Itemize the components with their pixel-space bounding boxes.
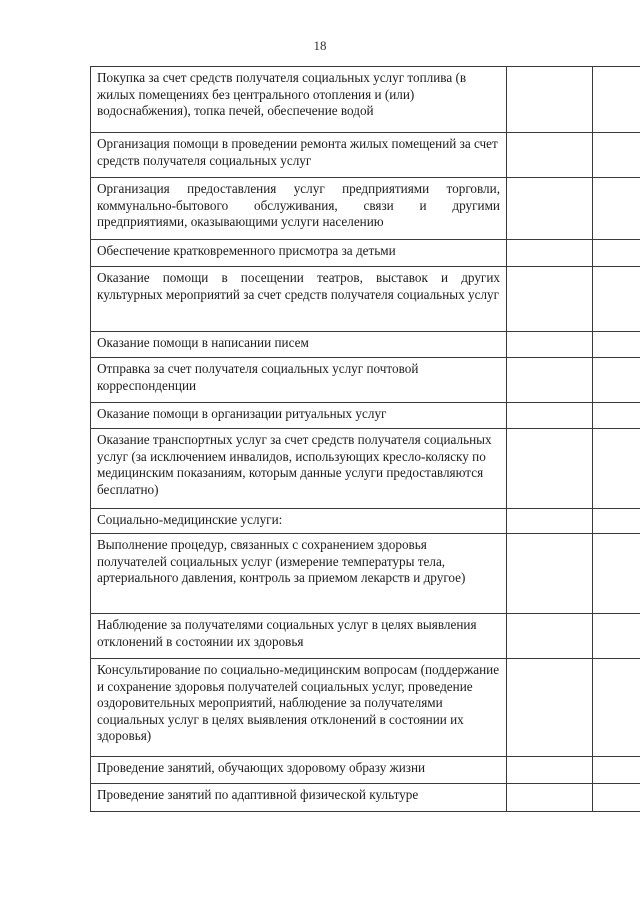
- table-row: [91, 403, 640, 429]
- value-cell-a: [507, 429, 593, 509]
- value-cell-a: [507, 403, 593, 429]
- value-cell-b: [593, 534, 640, 614]
- value-cell-b: [593, 429, 640, 509]
- value-cell-b: [593, 509, 640, 534]
- table-row: [91, 332, 640, 358]
- service-name-cell: Проведение занятий по адаптивной физической культуре: [91, 784, 507, 812]
- services-table: [90, 66, 640, 812]
- service-name-cell: Оказание помощи в написании писем: [91, 332, 507, 358]
- table-row: [91, 267, 640, 332]
- service-name-cell: Проведение занятий, обучающих здоровому образу жизни: [91, 757, 507, 784]
- value-cell-a: [507, 358, 593, 403]
- table-row: [91, 429, 640, 509]
- table-row: [91, 240, 640, 267]
- page-number: 18: [313, 38, 327, 53]
- service-name-cell: Отправка за счет получателя социальных услуг почтовой корреспонденции: [91, 358, 507, 403]
- value-cell-b: [593, 403, 640, 429]
- value-cell-b: [593, 659, 640, 757]
- service-name-cell: Наблюдение за получателями социальных услуг в целях выявления отклонений в состоянии их здоровья: [91, 614, 507, 659]
- value-cell-b: [593, 133, 640, 178]
- value-cell-a: [507, 240, 593, 267]
- service-name-cell: Покупка за счет средств получателя социальных услуг топлива (в жилых помещениях без центрального отопления и (или) водоснабжения), топка печей, обеспечение водой: [91, 67, 507, 133]
- service-name-cell: Оказание помощи в организации ритуальных услуг: [91, 403, 507, 429]
- value-cell-a: [507, 67, 593, 133]
- service-name-cell: Организация помощи в проведении ремонта жилых помещений за счет средств получателя социальных услуг: [91, 133, 507, 178]
- value-cell-b: [593, 67, 640, 133]
- table-row: [91, 133, 640, 178]
- service-name-cell: Консультирование по социально-медицинским вопросам (поддержание и сохранение здоровья получателей социальных услуг, проведение оздоровительных мероприятий, наблюдение за получателями социальных услуг в целях выявления отклонений в состоянии их здоровья): [91, 659, 507, 757]
- service-name-cell: Оказание помощи в посещении театров, выставок и других культурных мероприятий за счет средств получателя социальных услуг: [91, 267, 507, 332]
- value-cell-b: [593, 358, 640, 403]
- value-cell-b: [593, 267, 640, 332]
- value-cell-a: [507, 509, 593, 534]
- value-cell-a: [507, 659, 593, 757]
- value-cell-b: [593, 178, 640, 240]
- value-cell-a: [507, 784, 593, 812]
- table-row: [91, 67, 640, 133]
- table-row: [91, 614, 640, 659]
- table-row: [91, 659, 640, 757]
- table-row: [91, 509, 640, 534]
- section-heading-cell: Социально-медицинские услуги:: [91, 509, 507, 534]
- value-cell-a: [507, 757, 593, 784]
- table-row: [91, 358, 640, 403]
- table-row: [91, 757, 640, 784]
- service-name-cell: Обеспечение кратковременного присмотра за детьми: [91, 240, 507, 267]
- value-cell-b: [593, 240, 640, 267]
- service-name-cell: Выполнение процедур, связанных с сохранением здоровья получателей социальных услуг (измерение температуры тела, артериального давления, контроль за приемом лекарств и другое): [91, 534, 507, 614]
- value-cell-b: [593, 784, 640, 812]
- value-cell-a: [507, 332, 593, 358]
- value-cell-b: [593, 614, 640, 659]
- value-cell-a: [507, 133, 593, 178]
- value-cell-a: [507, 267, 593, 332]
- table-row: [91, 784, 640, 812]
- table-row: [91, 178, 640, 240]
- value-cell-a: [507, 534, 593, 614]
- table-row: [91, 534, 640, 614]
- value-cell-b: [593, 757, 640, 784]
- value-cell-a: [507, 178, 593, 240]
- value-cell-a: [507, 614, 593, 659]
- service-name-cell: Организация предоставления услуг предприятиями торговли, коммунально-бытового обслуживания, связи и другими предприятиями, оказывающими услуги населению: [91, 178, 507, 240]
- service-name-cell: Оказание транспортных услуг за счет средств получателя социальных услуг (за исключением инвалидов, использующих кресло-коляску по медицинским показаниям, которым данные услуги предоставляются бесплатно): [91, 429, 507, 509]
- value-cell-b: [593, 332, 640, 358]
